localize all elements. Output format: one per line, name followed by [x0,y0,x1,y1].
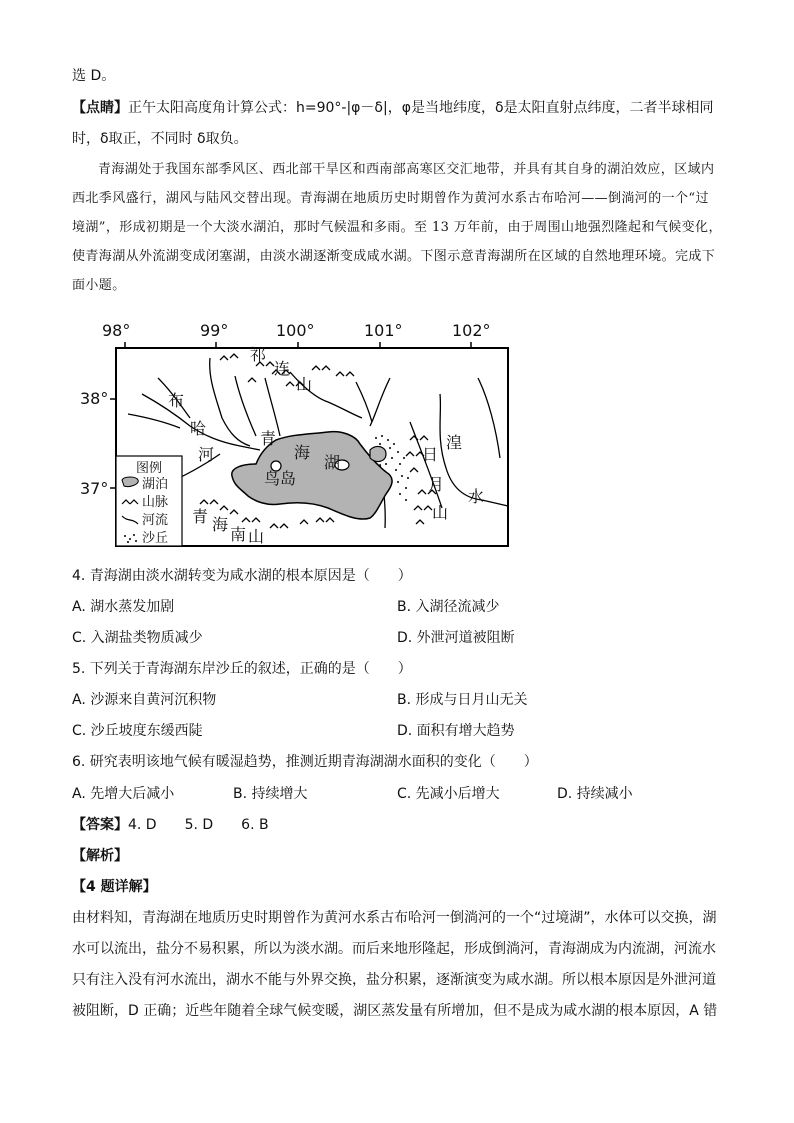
material-text: 青海湖处于我国东部季风区、西北部干旱区和西南部高寒区交汇地带，并具有其自身的湖泊效应，区域内西北季风盛行，湖风与陆风交替出现。青海湖在地质历史时期曾作为黄河水系古布哈河——倒淌河的一个“过境湖”，形成初期是一个大淡水湖泊，那时气候温和多雨。至 13 万年前，由于周围山地强烈隆起和气候变化，使青海湖从外流湖变成闭塞湖，由淡水湖逐渐变成咸水湖。下图示意青海湖所在区域的自然地理环境。完成下面小题。 [72,162,722,293]
lon-label-101: 101° [364,321,403,340]
question-4-option-c: C. 入湖盐类物质减少 [72,630,203,646]
question-4-option-b: B. 入湖径流减少 [397,599,500,615]
label-ha: 哈 [190,419,207,438]
tip-text-1: 正午太阳高度角计算公式：h=90°-|φ－δ|，φ是当地纬度，δ是太阳直射点纬度，二者半球相同 [128,100,714,116]
qinghai-lake-map [80,318,520,554]
question-5-stem: 5. 下列关于青海湖东岸沙丘的叙述，正确的是（ ） [72,661,412,677]
lat-label-38: 38° [80,389,109,408]
lon-label-102: 102° [452,321,491,340]
tip-line-2: 时，δ取正，不同时 δ取负。 [72,131,248,147]
label-shan-qilian: 山 [296,375,313,394]
label-huang: 湟 [446,433,463,452]
label-shan-riyue: 山 [432,503,449,522]
label-bird-island: 鸟岛 [264,469,297,488]
legend-lake: 湖泊 [142,477,169,492]
answer-line [72,815,722,835]
label-lake-hai: 海 [294,443,311,462]
question-6-stem: 6. 研究表明该地气候有暖湿趋势，推测近期青海湖湖水面积的变化（ ） [72,754,538,770]
label-he: 河 [198,445,215,464]
label-lian: 连 [274,359,291,378]
label-lake-hu: 湖 [324,453,341,472]
answer-text: 4. D 5. D 6. B [128,817,269,833]
label-nanshan-qing: 青 [192,507,209,526]
tip-line-1 [72,98,722,118]
label-nanshan-nan: 南 [230,525,247,544]
label-qi: 祁 [250,345,267,364]
legend-mountain: 山脉 [142,495,169,510]
label-lake-qing: 青 [260,429,277,448]
label-yue: 月 [428,475,445,494]
map-legend [116,456,182,546]
east-small-lake [370,447,386,462]
question-5-option-a: A. 沙源来自黄河沉积物 [72,692,217,708]
question-5-option-c: C. 沙丘坡度东缓西陡 [72,723,203,739]
analysis-sub-label: 【4 题详解】 [72,879,157,895]
question-5-option-b: B. 形成与日月山无关 [397,692,528,708]
legend-river: 河流 [142,513,169,528]
label-ri: 日 [422,445,439,464]
question-6-option-d: D. 持续减小 [557,786,633,802]
lon-label-98: 98° [102,321,131,340]
label-bu: 布 [168,391,185,410]
question-4-option-a: A. 湖水蒸发加剧 [72,599,175,615]
tip-label: 【点睛】 [72,100,128,116]
analysis-text: 由材料知，青海湖在地质历史时期曾作为黄河水系古布哈河一倒淌河的一个“过境湖”，水体可以交换，湖水可以流出，盐分不易积累，所以为淡水湖。而后来地形隆起，形成倒淌河，青海湖成为内流湖，河流水只有注入没有河水流出，湖水不能与外界交换，盐分积累，逐渐演变为咸水湖。所以根本原因是外泄河道被阻断，D 正确；近些年随着全球气候变暖，湖区蒸发量有所增加，但不是成为咸水湖的根本原因，A 错 [72,910,718,1019]
label-shui: 水 [468,487,485,506]
lat-label-37: 37° [80,479,109,498]
analysis-label: 【解析】 [72,848,128,864]
question-4-stem: 4. 青海湖由淡水湖转变为咸水湖的根本原因是（ ） [72,568,412,584]
answer-label: 【答案】 [72,817,128,833]
material-paragraph [72,155,722,300]
lon-label-100: 100° [276,321,315,340]
lon-label-99: 99° [200,321,229,340]
label-nanshan-hai: 海 [212,515,229,534]
question-4-option-d: D. 外泄河道被阻断 [397,630,515,646]
legend-dune: 沙丘 [142,531,169,546]
legend-title: 图例 [136,461,163,476]
question-6-option-a: A. 先增大后减小 [72,786,175,802]
question-6-option-c: C. 先减小后增大 [397,786,500,802]
previous-answer-line: 选 D。 [72,68,116,84]
question-5-option-d: D. 面积有增大趋势 [397,723,515,739]
question-6-option-b: B. 持续增大 [233,786,308,802]
label-nanshan-shan: 山 [248,527,265,546]
analysis-body [72,903,722,1027]
